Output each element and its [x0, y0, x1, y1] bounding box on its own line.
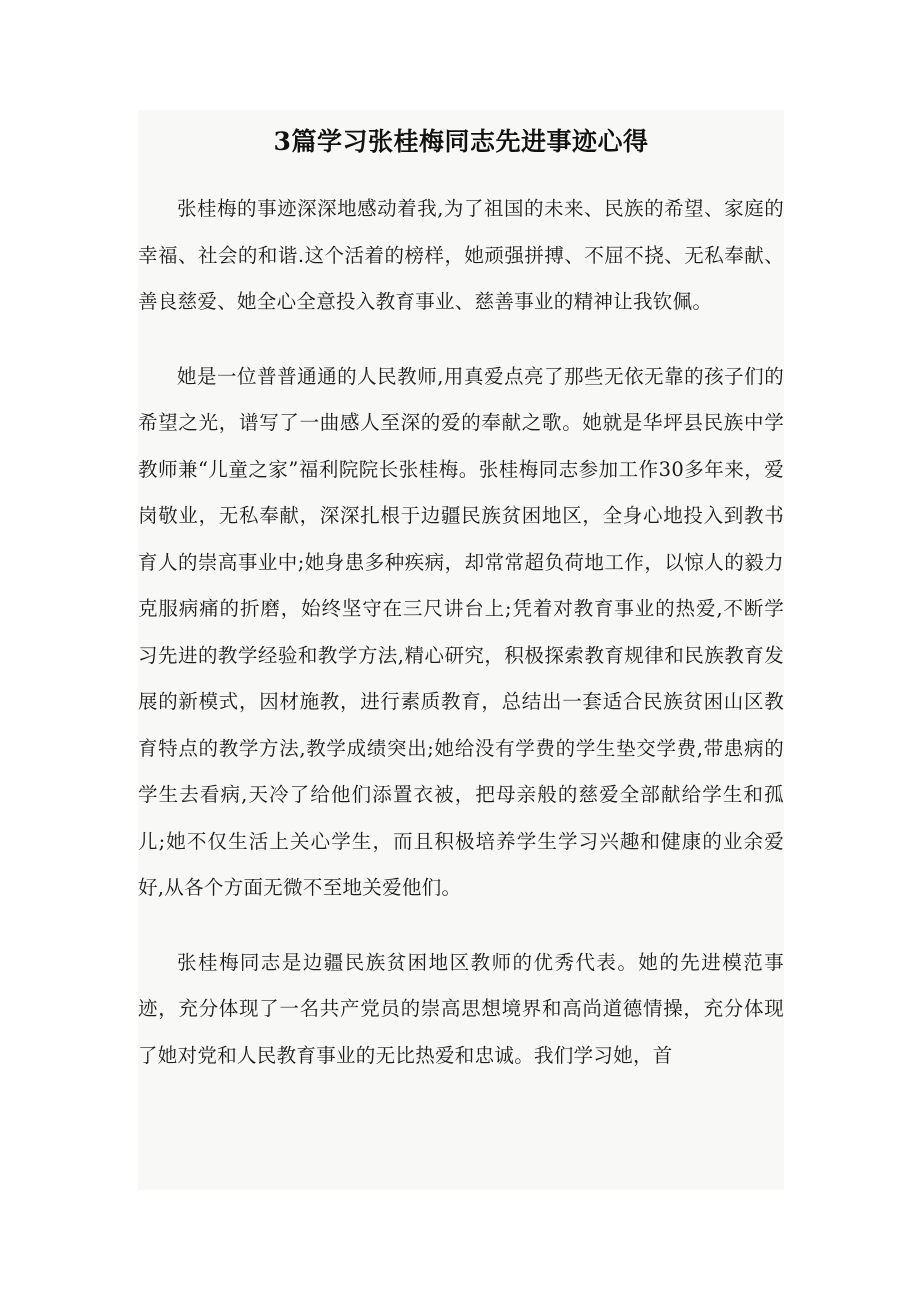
- document-title: 3篇学习张桂梅同志先进事迹心得: [273, 127, 649, 156]
- paragraph-3: 张桂梅同志是边疆民族贫困地区教师的优秀代表。她的先进模范事迹，充分体现了一名共产党员的崇高思想境界和高尚道德情操，充分体现了她对党和人民教育事业的无比热爱和忠诚。我们学习她，首: [138, 950, 784, 1067]
- paragraph-1: 张桂梅的事迹深深地感动着我,为了祖国的未来、民族的希望、家庭的幸福、社会的和谐.这个活着的榜样，她顽强拼搏、不屈不挠、无私奉献、善良慈爱、她全心全意投入教育事业、慈善事业的精神让我钦佩。: [138, 197, 784, 313]
- document-page: [138, 110, 784, 1190]
- paragraph-2: 她是一位普普通通的人民教师,用真爱点亮了那些无依无靠的孩子们的希望之光，谱写了一曲感人至深的爱的奉献之歌。她就是华坪县民族中学教师兼“儿童之家”福利院院长张桂梅。张桂梅同志参加工作30多年来，爱岗敬业，无私奉献，深深扎根于边疆民族贫困地区，全身心地投入到教书育人的崇高事业中;她身患多种疾病，却常常超负荷地工作，以惊人的毅力克服病痛的折磨，始终坚守在三尺讲台上;凭着对教育事业的热爱,不断学习先进的教学经验和教学方法,精心研究，积极探索教育规律和民族教育发展的新模式，因材施教，进行素质教育，总结出一套适合民族贫困山区教育特点的教学方法,教学成绩突出;她给没有学费的学生垫交学费,带患病的学生去看病,天冷了给他们添置衣被，把母亲般的慈爱全部献给学生和孤儿;她不仅生活上关心学生，而且积极培养学生学习兴趣和健康的业余爱好,从各个方面无微不至地关爱他们。: [138, 364, 784, 899]
